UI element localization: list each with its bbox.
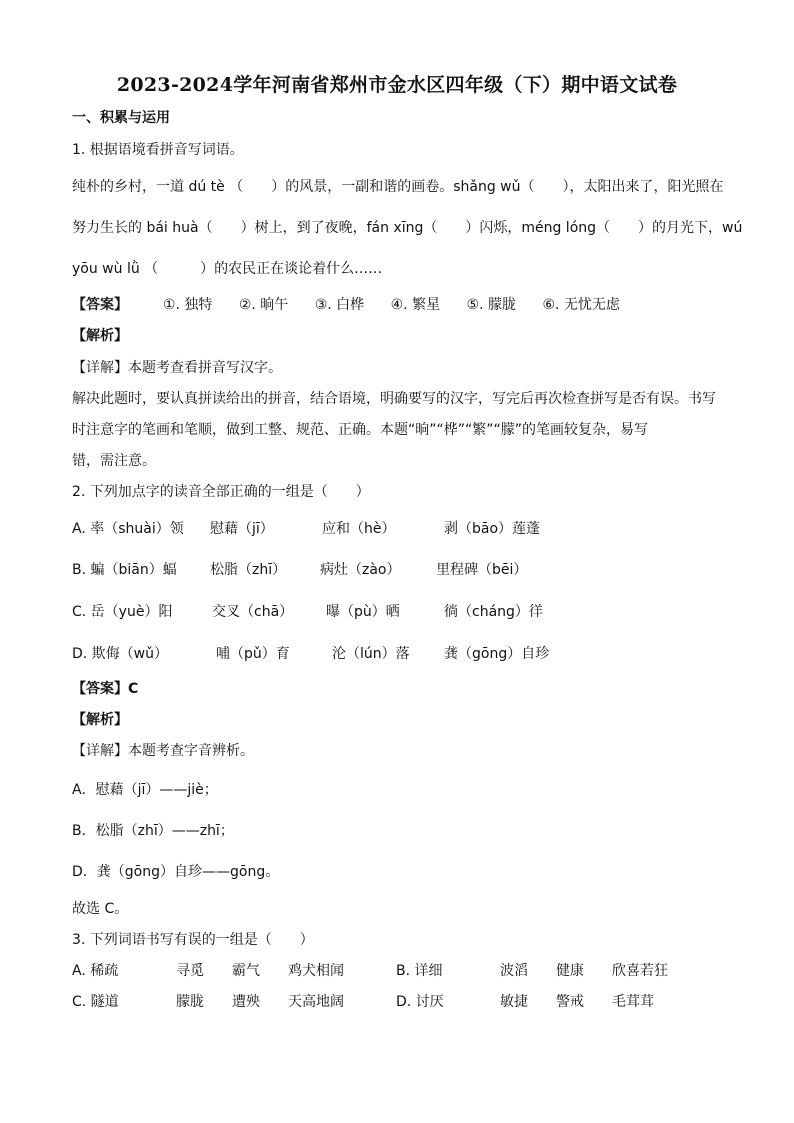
question-2-stem: 2. 下列加点字的读音全部正确的一组是（ ） <box>72 484 370 500</box>
explanation-line: 错，需注意。 <box>72 453 156 469</box>
option-c-item: 交叉（chā） <box>212 604 294 620</box>
option-a-item: A. 率（shuài）领 <box>72 521 184 537</box>
question-3-stem: 3. 下列词语书写有误的一组是（ ） <box>72 932 314 948</box>
option-d-item: 沦（lún）落 <box>332 646 410 662</box>
option-d-item: D. 欺侮（wǔ） <box>72 646 169 662</box>
option-b-item: B. 蝙（biān）蝠 <box>72 562 177 578</box>
explanation-line: D．龚（gōng）自珍——gōng。 <box>72 864 280 880</box>
explanation-line: 解决此题时，要认真拼读给出的拼音，结合语境，明确要写的汉字，写完后再次检查拼写是否有误。书写 <box>72 391 716 407</box>
answer-item: ③. 白桦 <box>314 297 365 313</box>
explanation-line: B．松脂（zhī）——zhī； <box>72 823 234 839</box>
answer-item: ⑤. 朦胧 <box>466 297 516 313</box>
question-1-passage-line-1: 纯朴的乡村，一道 dú tè （ ）的风景，一副和谐的画卷。shǎng wǔ（ ），太阳出来了，阳光照在 <box>72 179 724 195</box>
option-a-item: 慰藉（jī） <box>210 521 274 537</box>
option-word: 天高地阔 <box>288 994 344 1010</box>
option-word: C. 隧道 <box>72 994 119 1010</box>
option-word: A. 稀疏 <box>72 963 119 979</box>
option-word: 波滔 <box>500 963 528 979</box>
analysis-tag: 【解析】 <box>72 328 128 344</box>
explanation-line: A．慰藉（jī）——jiè； <box>72 782 218 798</box>
option-d-item: 龚（gōng）自珍 <box>444 646 550 662</box>
answer-item: ⑥. 无忧无虑 <box>542 297 620 313</box>
detail-text: 【详解】本题考查字音辨析。 <box>72 743 254 759</box>
option-word: 寻觅 <box>176 963 204 979</box>
question-1-passage-line-2: 努力生长的 bái huà（ ）树上，到了夜晚，fán xīng（ ）闪烁，méng lóng（ ）的月光下，wú <box>72 220 743 236</box>
question-1-stem: 1. 根据语境看拼音写词语。 <box>72 142 244 158</box>
answer-item: ②. 晌午 <box>238 297 289 313</box>
option-row <box>72 961 668 981</box>
page-title: 2023-2024学年河南省郑州市金水区四年级（下）期中语文试卷 <box>116 74 678 96</box>
option-c-item: 曝（pù）晒 <box>326 604 400 620</box>
option-row <box>72 560 527 580</box>
section-heading: 一、积累与运用 <box>72 110 170 126</box>
explanation-line: 时注意字的笔画和笔顺，做到工整、规范、正确。本题“晌”“桦”“繁”“朦”的笔画较复杂，易写 <box>72 422 649 438</box>
option-word: 敏捷 <box>500 994 528 1010</box>
option-word: 遭殃 <box>232 994 260 1010</box>
option-word: 霸气 <box>232 963 260 979</box>
option-word: 毛茸茸 <box>612 994 654 1010</box>
option-word: 警戒 <box>556 994 584 1010</box>
answer-line: 【答案】C <box>72 681 139 697</box>
option-d-item: 哺（pǔ）育 <box>216 646 290 662</box>
option-c-item: 徜（cháng）徉 <box>444 604 543 620</box>
option-word: D. 讨厌 <box>396 994 444 1010</box>
conclusion-line: 故选 C。 <box>72 901 129 917</box>
option-row <box>72 519 540 539</box>
option-word: B. 详细 <box>396 963 443 979</box>
option-a-item: 应和（hè） <box>322 521 396 537</box>
option-b-item: 松脂（zhī） <box>210 562 287 578</box>
answer-tag: 【答案】 <box>72 297 128 313</box>
option-word: 朦胧 <box>176 994 204 1010</box>
question-1-answer-row <box>72 295 642 315</box>
option-b-item: 病灶（zào） <box>320 562 401 578</box>
answer-item: ④. 繁星 <box>390 297 441 313</box>
option-row <box>72 992 654 1012</box>
option-b-item: 里程碑（bēi） <box>436 562 528 578</box>
option-word: 健康 <box>556 963 584 979</box>
detail-text: 【详解】本题考查看拼音写汉字。 <box>72 360 282 376</box>
option-row <box>72 644 549 664</box>
option-word: 鸡犬相闻 <box>288 963 344 979</box>
option-word: 欣喜若狂 <box>612 963 668 979</box>
option-c-item: C. 岳（yuè）阳 <box>72 604 173 620</box>
question-1-passage-line-3: yōu wù lǜ （ ）的农民正在谈论着什么…… <box>72 261 383 277</box>
answer-item: ①. 独特 <box>162 297 213 313</box>
analysis-tag: 【解析】 <box>72 712 128 728</box>
option-a-item: 剥（bāo）莲蓬 <box>444 521 541 537</box>
option-row <box>72 602 543 622</box>
